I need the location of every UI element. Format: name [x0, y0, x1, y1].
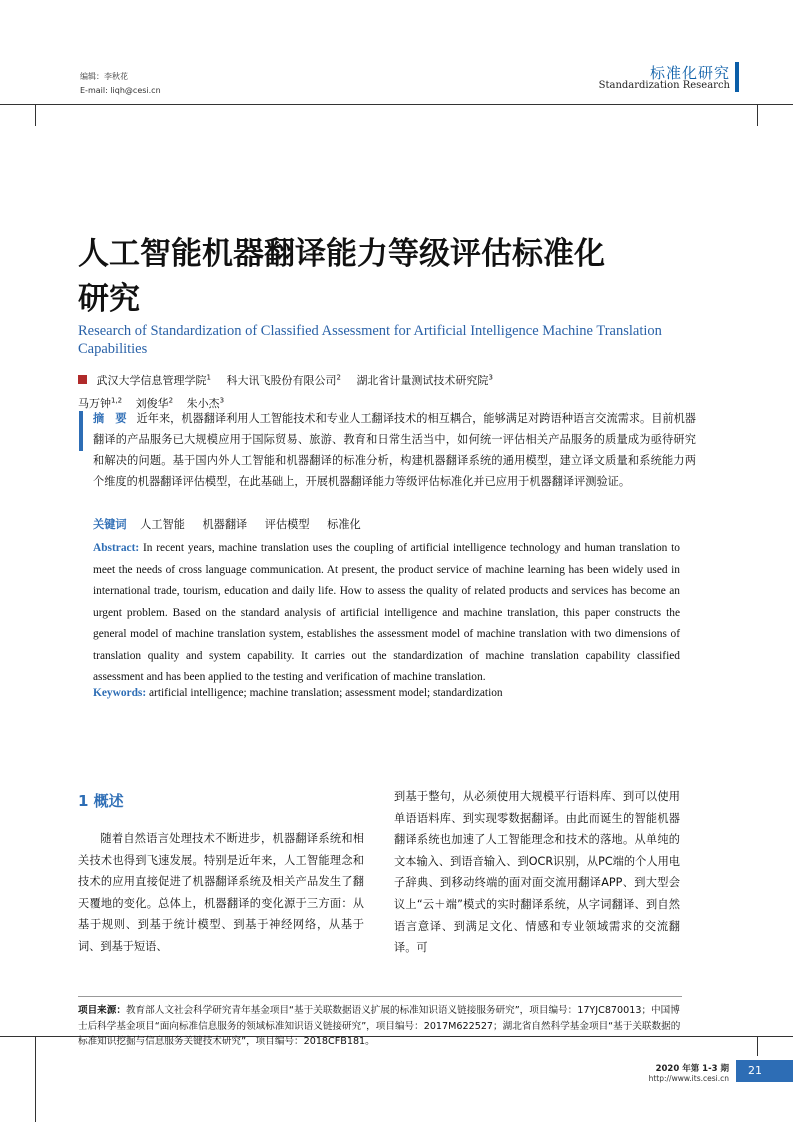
affiliation-line — [78, 367, 718, 391]
footer-right-tick — [757, 1036, 758, 1056]
left-margin-tick — [35, 104, 36, 126]
footer-left-tick — [35, 1036, 36, 1122]
funding-rule — [78, 996, 682, 997]
keyword-cn-3: 评估模型 — [264, 518, 310, 531]
abstract-label-en: Abstract: — [93, 542, 140, 554]
abstract-text-en: In recent years, machine translation uses the coupling of artificial intelligence technology and human translation to meet the needs of cross language communication. At present, the product service of machine learning has been widely used in international trade, tourism, education and daily life. How to assess the quality of related products and services has become an urgent problem. Based on the standard analysis of artificial intelligence and machine translation, this paper constructs the general model of machine translation system, establishes the assessment model of machine translation with two dimensions of translation quality and system capability. It carries out the standardization of machine translation capability classified assessment and has been applied to the testing and verification of machine translation. — [93, 542, 680, 683]
author-2: 刘俊华$^2$ — [135, 396, 174, 411]
abstract-cn — [93, 408, 696, 492]
footer-url[interactable]: http://www.its.cesi.cn — [648, 1074, 729, 1083]
funding-label: 项目来源： — [78, 1005, 126, 1016]
section-heading: 1 概述 — [78, 792, 124, 810]
keyword-cn-4: 标准化 — [327, 518, 361, 531]
body-column-left — [78, 828, 364, 958]
editor-name: 编辑：李秋花 — [80, 72, 128, 81]
section-title-cn: 标准化研究 — [649, 64, 730, 82]
body-column-right — [394, 786, 680, 959]
body-paragraph-left: 随着自然语言处理技术不断进步，机器翻译系统和相关技术也得到飞速发展。特别是近年来，人工智能理念和技术的应用直接促进了机器翻译系统及相关产品发生了翻天覆地的变化。总体上，机器翻译的变化源于三方面：从基于规则、到基于统计模型、到基于神经网络，从基于词、到基于短语、 — [78, 832, 364, 953]
article-title-en: Research of Standardization of Classified Assessment for Artificial Intelligence Machine Translation Capabilities — [78, 323, 662, 357]
keywords-text-en: artificial intelligence; machine translation; assessment model; standardization — [146, 687, 503, 699]
square-marker-icon — [78, 375, 87, 384]
funding-note — [78, 1003, 682, 1050]
author-1: 马万钟$^{1,2}$ — [78, 396, 123, 411]
affiliation-3: 湖北省计量测试技术研究院$^3$ — [356, 373, 493, 387]
abstract-en — [93, 538, 680, 689]
header-editor — [80, 70, 161, 98]
section-title-en: Standardization Research — [598, 80, 730, 91]
header-rule — [0, 104, 793, 105]
article-title-cn — [78, 232, 718, 322]
keyword-cn-1: 人工智能 — [140, 518, 185, 531]
abstract-label-cn: 摘 要 — [93, 412, 127, 425]
affiliation-2: 科大讯飞股份有限公司$^2$ — [226, 373, 341, 387]
editor-email: E-mail: liqh@cesi.cn — [80, 86, 161, 95]
right-margin-tick — [757, 104, 758, 126]
keywords-label-cn: 关键词 — [93, 518, 127, 531]
header-accent-bar — [735, 62, 739, 92]
keyword-cn-2: 机器翻译 — [202, 518, 248, 531]
affiliation-1: 武汉大学信息管理学院$^1$ — [96, 373, 211, 387]
abstract-accent-bar — [79, 411, 83, 451]
page-number-badge: 21 — [736, 1060, 793, 1082]
title-cn-line1: 人工智能机器翻译能力等级评估标准化 — [78, 236, 605, 272]
body-paragraph-right: 到基于整句，从必须使用大规模平行语料库、到可以使用单语语料库、到实现零数据翻译。由此而诞生的智能机器翻译系统也加速了人工智能理念和技术的落地。从单纯的文本输入、到语音输入、到OCR识别，从PC端的个人用电子辞典、到移动终端的面对面交流用翻译APP、到大型会议上“云＋端”模式的实时翻译系统，从字词翻译、到自然语言意译、到满足文化、情感和专业领域需求的交流翻译。可 — [394, 790, 680, 955]
abstract-text-cn: 近年来，机器翻译利用人工智能技术和专业人工翻译技术的相互耦合，能够满足对跨语种语言交流需求。目前机器翻译的产品服务已大规模应用于国际贸易、旅游、教育和日常生活当中，如何统一评估相关产品服务的质量成为亟待研究和解决的问题。基于国内外人工智能和机器翻译的标准分析，构建机器翻译系统的通用模型，建立译文质量和系统能力两个维度的机器翻译评估模型，在此基础上，开展机器翻译能力等级评估标准化并已应用于机器翻译评测验证。 — [93, 412, 696, 488]
funding-text: 教育部人文社会科学研究青年基金项目“基于关联数据语义扩展的标准知识语义链接服务研究”，项目编号：17YJC870013；中国博士后科学基金项目“面向标准信息服务的领域标准知识语义链接研究”，项目编号：2017M622527；湖北省自然科学基金项目“基于关联数据的标准知识挖掘与信息服务关键技术研究”，项目编号：2018CFB181。 — [78, 1005, 681, 1047]
keywords-en — [93, 687, 503, 699]
author-3: 朱小杰$^3$ — [186, 396, 225, 411]
keywords-cn — [93, 516, 375, 532]
footer-issue: 2020 年第 1-3 期 — [655, 1064, 729, 1074]
title-cn-line2: 研究 — [78, 281, 140, 317]
keywords-label-en: Keywords: — [93, 687, 147, 699]
